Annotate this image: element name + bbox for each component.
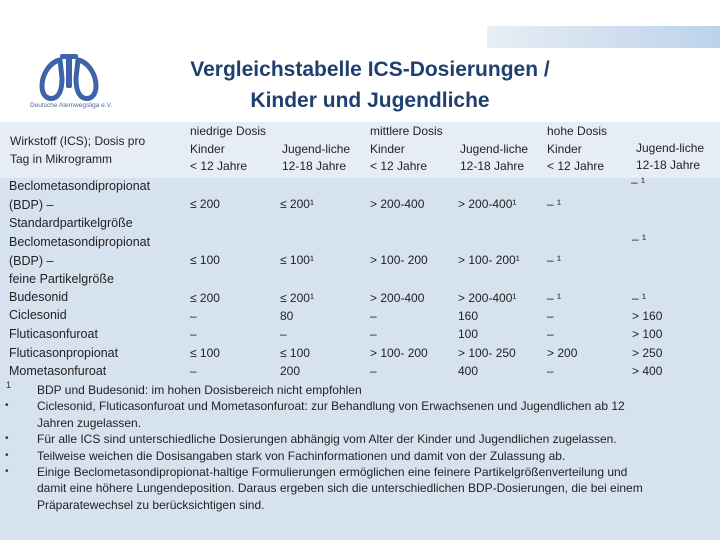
- dose-value: – ¹: [632, 291, 647, 305]
- dose-value: – ¹: [632, 232, 647, 246]
- dose-value: > 100- 200: [370, 253, 428, 267]
- dose-value: 400: [458, 364, 479, 378]
- dose-value: > 200-400¹: [458, 197, 517, 211]
- dose-value: ≤ 200: [190, 291, 220, 305]
- drug-name: Beclometasondipropionat: [9, 179, 151, 193]
- dose-value: ≤ 200¹: [280, 197, 314, 211]
- dose-value: > 100- 200: [370, 346, 428, 360]
- dose-value: ≤ 100: [190, 253, 220, 267]
- dose-value: > 160: [632, 309, 663, 323]
- drug-name: Mometasonfuroat: [9, 364, 107, 378]
- dose-value: – ¹: [547, 253, 562, 267]
- header-label-line: Tag in Mikrogramm: [10, 152, 113, 166]
- footnote-line: Für alle ICS sind unterschiedliche Dosierungen abhängig vom Alter der Kinder und Jugendlichen zugelassen.: [37, 432, 617, 447]
- lungs-logo-icon: [30, 52, 114, 102]
- title-line-1: Vergleichstabelle ICS-Dosierungen /: [190, 58, 550, 81]
- group-heading: mittlere Dosis: [370, 124, 443, 138]
- subheading-kinder: < 12 Jahre: [370, 159, 428, 173]
- subheading-jugend: Jugend-liche: [282, 142, 351, 156]
- footnote-marker: •: [5, 400, 9, 412]
- drug-name: feine Partikelgröße: [9, 272, 114, 287]
- drug-name: Standardpartikelgröße: [9, 216, 133, 231]
- header-accent-bar: [487, 26, 720, 48]
- dose-value: –: [370, 309, 377, 323]
- dose-value: – ¹: [547, 197, 562, 211]
- dose-value: ≤ 200: [190, 197, 220, 211]
- title-line-2: Kinder und Jugendliche: [250, 89, 490, 112]
- logo-caption: Deutsche Atemwegsliga e.V.: [30, 102, 113, 109]
- dose-value: > 200-400: [370, 197, 425, 211]
- subheading-jugend: Jugend-liche: [460, 142, 529, 156]
- footnote-line: Einige Beclometasondipropionat-haltige Formulierungen ermöglichen eine feinere Partikelgrößenverteilung und: [37, 465, 628, 479]
- footnote-line: Präparatewechsel zu berücksichtigen sind.: [37, 497, 265, 512]
- dose-value: > 100: [632, 327, 663, 341]
- dose-value: > 200-400: [370, 291, 425, 305]
- footnote-marker: •: [5, 449, 9, 461]
- footnote-marker: •: [5, 433, 9, 445]
- dose-value: –: [280, 327, 287, 341]
- drug-name: Ciclesonid: [9, 308, 67, 322]
- dose-value: ≤ 200¹: [280, 291, 314, 305]
- header-label-line: Wirkstoff (ICS); Dosis pro: [10, 134, 146, 148]
- dose-value: –: [547, 327, 554, 341]
- drug-name: Fluticasonfuroat: [9, 327, 98, 341]
- dose-value: ≤ 100¹: [280, 253, 314, 267]
- dose-value: –: [370, 327, 377, 341]
- footnote-line: Ciclesonid, Fluticasonfuroat und Mometasonfuroat: zur Behandlung von Erwachsenen und Jugendlichen ab 12: [37, 399, 625, 414]
- drug-name: Fluticasonpropionat: [9, 346, 119, 360]
- subheading-kinder: < 12 Jahre: [547, 159, 605, 173]
- dose-value: > 100- 200¹: [458, 253, 520, 267]
- dose-value: –: [547, 309, 554, 323]
- page-title: [140, 54, 600, 116]
- dose-value: ≤ 100: [280, 346, 310, 360]
- subheading-jugend-hohe: – ¹: [631, 175, 646, 189]
- subheading-jugend-hohe: Jugend-liche: [636, 141, 705, 155]
- dose-value: > 400: [632, 364, 663, 378]
- subheading-kinder: Kinder: [190, 142, 225, 156]
- dose-value: ≤ 100: [190, 346, 220, 360]
- dose-value: –: [370, 364, 377, 378]
- group-heading: niedrige Dosis: [190, 124, 267, 138]
- dose-value: > 100- 250: [458, 346, 516, 360]
- dose-value: > 200-400¹: [458, 291, 517, 305]
- subheading-kinder: Kinder: [370, 142, 405, 156]
- subheading-kinder: Kinder: [547, 142, 582, 156]
- footnote-line: Jahren zugelassen.: [37, 415, 142, 430]
- subheading-jugend-hohe: 12-18 Jahre: [636, 158, 701, 172]
- drug-name: (BDP) –: [9, 253, 54, 268]
- drug-name: (BDP) –: [9, 197, 54, 212]
- footnote-line: BDP und Budesonid: im hohen Dosisbereich nicht empfohlen: [37, 383, 362, 397]
- drug-name: Budesonid: [9, 290, 69, 304]
- drug-name: Beclometasondipropionat: [9, 235, 151, 249]
- footnote-marker: 1: [6, 380, 12, 390]
- footnote-line: damit eine höhere Lungendeposition. Daraus ergeben sich die unterschiedlichen BDP-Dosierungen, die bei einem: [37, 481, 643, 496]
- atemwegsliga-logo: [30, 52, 114, 114]
- dose-value: > 200: [547, 346, 578, 360]
- dose-value: 160: [458, 309, 479, 323]
- dose-value: 80: [280, 309, 294, 323]
- dose-value: –: [190, 364, 197, 378]
- subheading-kinder: < 12 Jahre: [190, 159, 248, 173]
- footnote-line: Teilweise weichen die Dosisangaben stark von Fachinformationen und damit von der Zulassung ab.: [37, 448, 566, 463]
- subheading-jugend: 12-18 Jahre: [282, 159, 347, 173]
- dose-value: –: [190, 327, 197, 341]
- group-heading: hohe Dosis: [547, 124, 608, 138]
- dose-value: > 250: [632, 346, 663, 360]
- table-header-band: [0, 122, 720, 178]
- dose-value: –: [547, 364, 554, 378]
- dose-value: –: [190, 309, 197, 323]
- dose-value: – ¹: [547, 291, 562, 305]
- dose-value: 100: [458, 327, 479, 341]
- footnote-marker: •: [5, 466, 9, 477]
- slide-header: [0, 0, 720, 122]
- dose-value: 200: [280, 364, 301, 378]
- subheading-jugend: 12-18 Jahre: [460, 159, 525, 173]
